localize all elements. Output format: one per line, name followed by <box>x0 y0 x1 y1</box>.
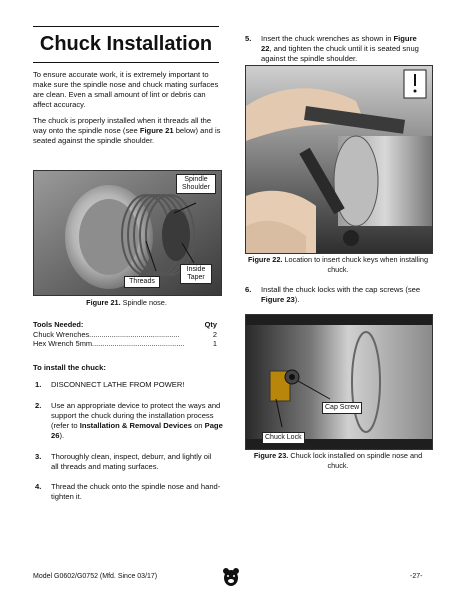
installation-removal-devices-reference: Installation & Removal Devices <box>79 421 192 430</box>
step-1-number: 1. <box>35 380 42 389</box>
figure-22-caption-text: Location to insert chuck keys when installing chuck. <box>282 255 429 274</box>
bear-logo-icon <box>222 567 240 587</box>
figure-21-reference: Figure 21 <box>139 126 174 135</box>
tool-leader-dots: ............................................. <box>92 339 185 348</box>
step-2-text-a: Use an appropriate device to protect the ways and support the chuck during the installation process (refer to <box>51 401 221 430</box>
intro-paragraph-2 <box>33 116 225 146</box>
page-26-reference: Page 26 <box>51 421 223 440</box>
figure-23-caption-label: Figure 23. <box>253 451 289 460</box>
footer-page-number: -27- <box>410 573 423 580</box>
step-4-text: Thread the chuck onto the spindle nose and hand-tighten it. <box>51 482 221 501</box>
figure-23-caption <box>245 451 431 470</box>
figure-21-caption-text: Spindle nose. <box>120 298 167 307</box>
step-6-text <box>261 285 429 305</box>
tools-header-row <box>33 320 217 330</box>
figure-23-photo <box>245 314 433 450</box>
tool-name: Hex Wrench 5mm <box>33 339 93 348</box>
tool-qty: 1 <box>212 339 217 348</box>
figure-23-reference: Figure 23 <box>261 295 295 304</box>
step-5-text <box>261 34 429 64</box>
figure-22-caption <box>245 255 431 274</box>
step-6-text-a: Install the chuck locks with the cap screws (see <box>261 285 421 294</box>
chuck-lock-label: Chuck Lock <box>262 432 305 444</box>
figure-21-caption-label: Figure 21. <box>86 298 121 307</box>
step-3-text: Thoroughly clean, inspect, deburr, and lightly oil all threads and mating surfaces. <box>51 452 212 471</box>
cap-screw-label: Cap Screw <box>322 402 362 414</box>
step-1-text: DISCONNECT LATHE FROM POWER! <box>51 380 185 389</box>
tool-name: Chuck Wrenches <box>33 329 90 339</box>
tools-heading: Tools Needed: <box>33 320 84 329</box>
footer-model: Model G0602/G0752 (Mfd. Since 03/17) <box>33 573 158 580</box>
figure-23-caption-text: Chuck lock installed on spindle nose and chuck. <box>288 451 423 470</box>
step-2-text-b: on <box>191 421 205 430</box>
tools-row <box>33 330 217 340</box>
step-2-text-c: ). <box>59 431 65 440</box>
step-5-number: 5. <box>245 34 252 43</box>
tool-leader-dots: ............................................ <box>89 329 180 339</box>
intro-paragraph-1: To ensure accurate work, it is extremely important to make sure the spindle nose and chuck mating surfaces are clean. Even a small amount of lint or debris can affect accuracy. <box>33 70 219 109</box>
figure-22-reference: Figure 22 <box>261 34 417 53</box>
install-heading: To install the chuck: <box>33 363 106 372</box>
step-4-number: 4. <box>35 482 42 491</box>
spindle-shoulder-label: Spindle Shoulder <box>176 174 216 194</box>
inside-taper-label: Inside Taper <box>180 264 212 284</box>
step-6-text-b: ). <box>294 295 300 304</box>
step-2-text <box>51 401 223 441</box>
step-2-number: 2. <box>35 401 42 410</box>
threads-label: Threads <box>124 276 160 288</box>
tools-needed-table <box>33 320 217 349</box>
step-5-text-a: Insert the chuck wrenches as shown in <box>261 34 394 43</box>
step-6-number: 6. <box>245 285 252 294</box>
page-title: Chuck Installation <box>39 33 213 55</box>
tools-row <box>33 339 217 349</box>
intro-paragraph-2-text-a: The chuck is properly installed when it threads all the way onto the spindle nose (see <box>33 116 212 135</box>
chuck-lock-illustration <box>246 315 432 449</box>
intro-paragraph-2-text-b: below) and is seated against the spindle shoulder. <box>33 126 221 145</box>
figure-22-caption-label: Figure 22. <box>247 255 283 264</box>
chuck-wrench-illustration <box>246 66 432 253</box>
figure-22-photo <box>245 65 433 254</box>
step-5-text-b: , and tighten the chuck until it is seated snug against the spindle shoulder. <box>261 44 419 63</box>
figure-21-caption <box>33 298 220 308</box>
title-rule-bottom <box>33 62 219 63</box>
tools-qty-heading: Qty <box>204 320 217 329</box>
tool-qty: 2 <box>212 329 217 339</box>
step-3-number: 3. <box>35 452 42 461</box>
